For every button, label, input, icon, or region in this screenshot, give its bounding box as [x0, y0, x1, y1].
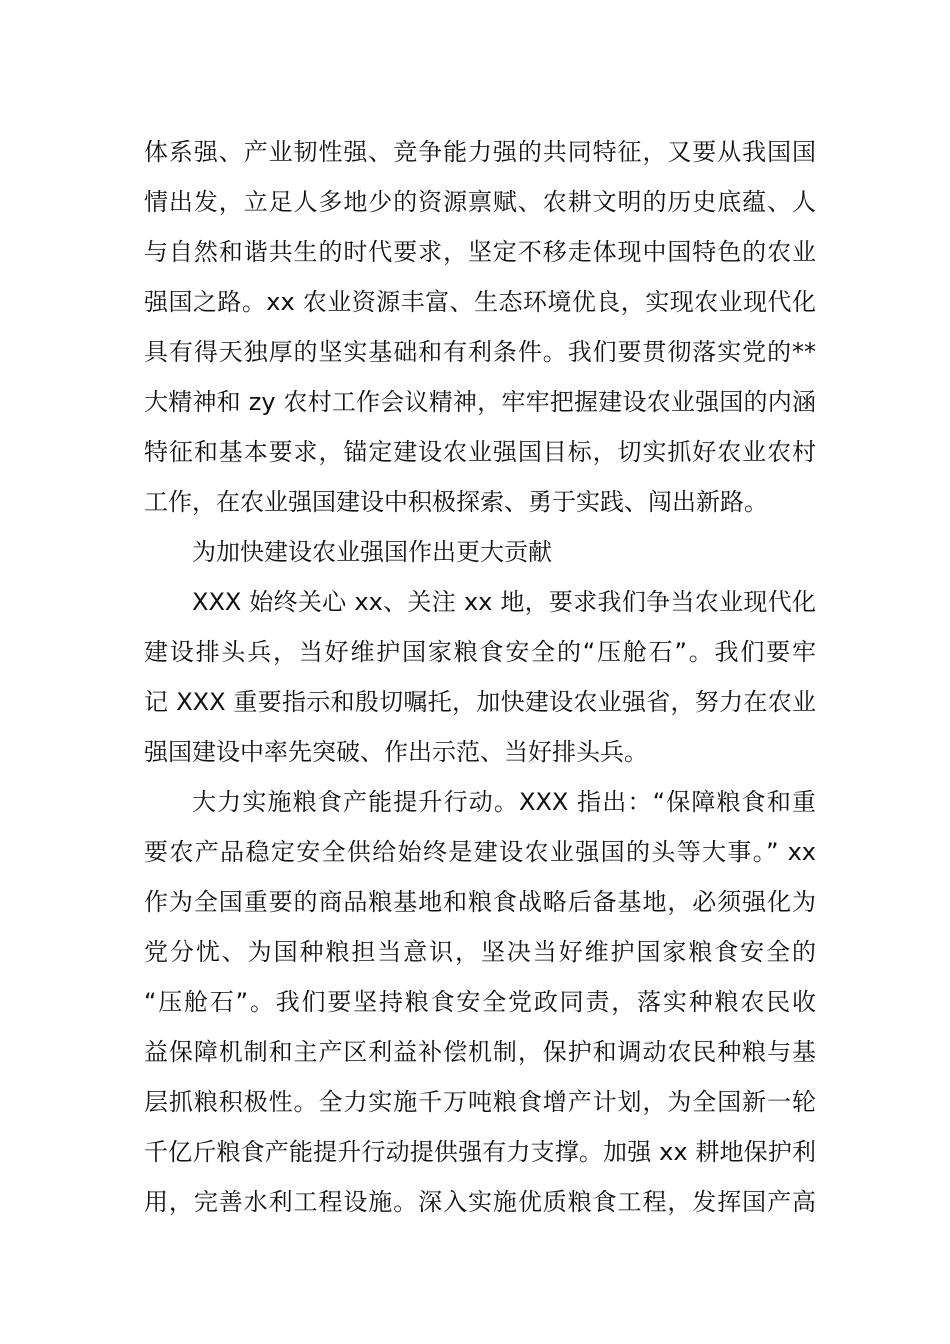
- text-line: 用，完善水利工程设施。深入实施优质粮食工程，发挥国产高: [144, 1188, 816, 1216]
- text-line: 强国之路。xx 农业资源丰富、生态环境优良，实现农业现代化: [144, 288, 816, 316]
- text-line: 与自然和谐共生的时代要求，坚定不移走体现中国特色的农业: [144, 238, 816, 266]
- text-line: 建设排头兵，当好维护国家粮食安全的“压舱石”。我们要牢: [144, 638, 816, 666]
- text-line: 记 XXX 重要指示和殷切嘱托，加快建设农业强省，努力在农业: [144, 688, 816, 716]
- text-line: 特征和基本要求，锚定建设农业强国目标，切实抓好农业农村: [144, 438, 816, 466]
- text-line: 作为全国重要的商品粮基地和粮食战略后备基地，必须强化为: [144, 888, 816, 916]
- text-line: “压舱石”。我们要坚持粮食安全党政同责，落实种粮农民收: [144, 988, 816, 1016]
- text-line: 千亿斤粮食产能提升行动提供强有力支撑。加强 xx 耕地保护利: [144, 1138, 816, 1166]
- body-text: [144, 127, 816, 1227]
- text-line: XXX 始终关心 xx、关注 xx 地，要求我们争当农业现代化: [192, 588, 816, 616]
- text-line: 大精神和 zy 农村工作会议精神，牢牢把握建设农业强国的内涵: [144, 388, 816, 416]
- section-heading: 为加快建设农业强国作出更大贡献: [192, 538, 552, 566]
- text-line: 要农产品稳定安全供给始终是建设农业强国的头等大事。” xx: [144, 838, 816, 866]
- text-line: 层抓粮积极性。全力实施千万吨粮食增产计划，为全国新一轮: [144, 1088, 816, 1116]
- text-line: 益保障机制和主产区利益补偿机制，保护和调动农民种粮与基: [144, 1038, 816, 1066]
- text-line: 强国建设中率先突破、作出示范、当好排头兵。: [144, 738, 648, 766]
- text-line: 体系强、产业韧性强、竞争能力强的共同特征，又要从我国国: [144, 138, 816, 166]
- text-line: 情出发，立足人多地少的资源禀赋、农耕文明的历史底蕴、人: [144, 188, 816, 216]
- text-line: 工作，在农业强国建设中积极探索、勇于实践、闯出新路。: [144, 488, 768, 516]
- text-line: 党分忧、为国种粮担当意识，坚决当好维护国家粮食安全的: [144, 938, 816, 966]
- text-line: 大力实施粮食产能提升行动。XXX 指出：“保障粮食和重: [192, 788, 816, 816]
- text-line: 具有得天独厚的坚实基础和有利条件。我们要贯彻落实党的**: [144, 338, 816, 366]
